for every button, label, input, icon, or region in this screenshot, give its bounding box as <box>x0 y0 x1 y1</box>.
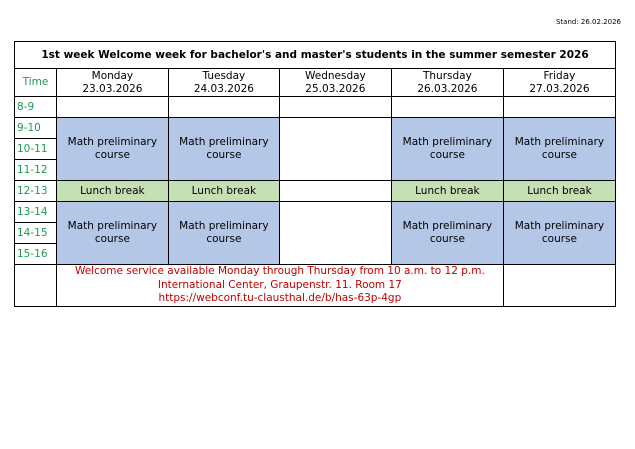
empty-cell <box>15 265 57 307</box>
table-row <box>15 181 616 202</box>
day-name: Friday <box>543 69 576 82</box>
time-slot: 12-13 <box>15 181 57 202</box>
table-row <box>15 202 616 223</box>
math-course-monday-afternoon: Math preliminary course <box>56 202 168 265</box>
time-slot: 15-16 <box>15 244 57 265</box>
lunch-break-tuesday: Lunch break <box>168 181 279 202</box>
day-name: Wednesday <box>304 69 366 82</box>
schedule-title: 1st week Welcome week for bachelor's and master's students in the summer semester 2026 <box>15 42 616 69</box>
header-row <box>15 69 616 97</box>
time-slot: 13-14 <box>15 202 57 223</box>
empty-cell <box>56 97 168 118</box>
math-course-friday-morning: Math preliminary course <box>503 118 615 181</box>
math-course-monday-morning: Math preliminary course <box>56 118 168 181</box>
day-header-wednesday <box>279 69 391 97</box>
empty-cell-wednesday-morning <box>279 118 391 181</box>
time-slot: 11-12 <box>15 160 57 181</box>
empty-cell <box>279 97 391 118</box>
math-course-thursday-morning: Math preliminary course <box>391 118 503 181</box>
day-name: Thursday <box>422 69 472 82</box>
welcome-line: Welcome service available Monday through Thursday from 10 a.m. to 12 p.m. <box>74 265 485 277</box>
lunch-break-monday: Lunch break <box>56 181 168 202</box>
math-course-thursday-afternoon: Math preliminary course <box>391 202 503 265</box>
day-header-monday <box>56 69 168 97</box>
table-row <box>15 97 616 118</box>
empty-cell <box>503 97 615 118</box>
day-date: 25.03.2026 <box>305 82 366 95</box>
time-slot: 14-15 <box>15 223 57 244</box>
schedule-table <box>14 41 616 307</box>
welcome-service-note <box>56 265 503 307</box>
math-course-tuesday-morning: Math preliminary course <box>168 118 279 181</box>
lunch-break-thursday: Lunch break <box>391 181 503 202</box>
math-course-friday-afternoon: Math preliminary course <box>503 202 615 265</box>
table-row <box>15 118 616 139</box>
time-slot: 8-9 <box>15 97 57 118</box>
empty-cell <box>503 265 615 307</box>
table-row <box>15 265 616 307</box>
empty-cell <box>391 97 503 118</box>
stand-date: Stand: 26.02.2026 <box>555 18 621 26</box>
empty-cell <box>168 97 279 118</box>
time-slot: 9-10 <box>15 118 57 139</box>
day-header-tuesday <box>168 69 279 97</box>
empty-cell-wednesday-afternoon <box>279 202 391 265</box>
lunch-break-friday: Lunch break <box>503 181 615 202</box>
day-date: 24.03.2026 <box>193 82 254 95</box>
day-name: Tuesday <box>202 69 246 82</box>
day-header-friday <box>503 69 615 97</box>
time-slot: 10-11 <box>15 139 57 160</box>
day-header-thursday <box>391 69 503 97</box>
empty-cell-wednesday-lunch <box>279 181 391 202</box>
welcome-location: International Center, Graupenstr. 11. Room 17 <box>157 278 402 291</box>
math-course-tuesday-afternoon: Math preliminary course <box>168 202 279 265</box>
day-date: 27.03.2026 <box>529 82 590 95</box>
welcome-link[interactable]: https://webconf.tu-clausthal.de/b/has-63p-4gp <box>158 292 402 304</box>
time-header: Time <box>15 69 57 97</box>
day-date: 23.03.2026 <box>82 82 143 95</box>
day-name: Monday <box>91 69 134 82</box>
day-date: 26.03.2026 <box>417 82 478 95</box>
